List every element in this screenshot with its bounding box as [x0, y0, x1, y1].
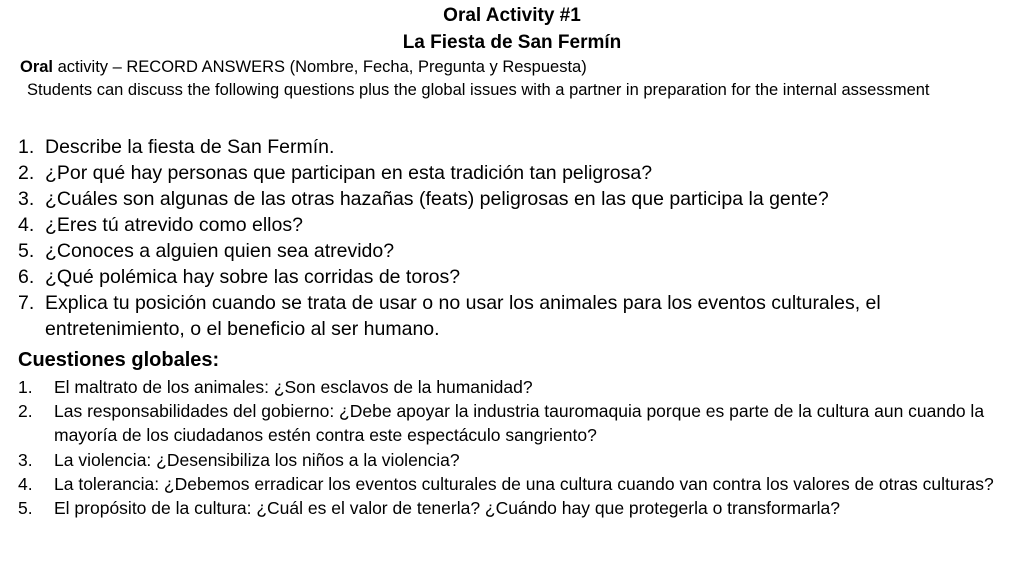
- item-text: La tolerancia: ¿Debemos erradicar los eventos culturales de una cultura cuando van contra los valores de otras culturas?: [54, 473, 994, 494]
- list-item: [18, 134, 1008, 160]
- page-title: Oral Activity #1: [443, 5, 581, 26]
- list-item: [18, 448, 1013, 472]
- item-number: 4.: [18, 473, 33, 494]
- item-text: La violencia: ¿Desensibiliza los niños a la violencia?: [54, 449, 460, 470]
- page-subtitle: La Fiesta de San Fermín: [402, 32, 622, 53]
- list-item: [18, 290, 1008, 342]
- instructions-lead: Oral: [20, 58, 54, 76]
- item-text: El maltrato de los animales: ¿Son esclavos de la humanidad?: [54, 377, 533, 397]
- list-item: [18, 472, 1013, 496]
- item-number: 4.: [18, 214, 35, 236]
- item-number: 3.: [18, 449, 33, 470]
- item-number: 6.: [18, 266, 35, 288]
- item-text: ¿Conoces a alguien quien sea atrevido?: [45, 240, 395, 262]
- questions-list: [18, 134, 1008, 342]
- item-number: 2.: [18, 401, 33, 422]
- item-text: ¿Por qué hay personas que participan en esta tradición tan peligrosa?: [45, 162, 653, 184]
- item-number: 3.: [18, 188, 35, 210]
- item-text: El propósito de la cultura: ¿Cuál es el valor de tenerla? ¿Cuándo hay que protegerla o transformarla?: [54, 498, 840, 519]
- list-item: [18, 264, 1008, 290]
- item-number: 1.: [18, 377, 33, 397]
- item-number: 1.: [18, 136, 35, 158]
- item-text: ¿Eres tú atrevido como ellos?: [45, 214, 303, 236]
- item-number: 5.: [18, 240, 35, 262]
- item-text: Explica tu posición cuando se trata de usar o no usar los animales para los eventos culturales, el entretenimiento, o el beneficio al ser humano.: [45, 292, 881, 340]
- item-number: 2.: [18, 162, 35, 184]
- global-issues-list: [18, 375, 1013, 520]
- list-item: [18, 375, 1013, 399]
- list-item: [18, 186, 1008, 212]
- instructions-text: activity – RECORD ANSWERS (Nombre, Fecha, Pregunta y Respuesta): [53, 58, 587, 76]
- list-item: [18, 238, 1008, 264]
- item-number: 7.: [18, 292, 35, 314]
- item-text: ¿Cuáles son algunas de las otras hazañas (feats) peligrosas en las que participa la gente?: [45, 188, 829, 210]
- item-text: ¿Qué polémica hay sobre las corridas de toros?: [45, 266, 461, 288]
- list-item: [18, 496, 1013, 520]
- list-item: [18, 399, 1013, 447]
- instructions-note: Students can discuss the following questions plus the global issues with a partner in preparation for the internal assessment: [27, 81, 930, 99]
- list-item: [18, 160, 1008, 186]
- section-heading: Cuestiones globales:: [18, 349, 220, 371]
- item-text: Describe la fiesta de San Fermín.: [45, 136, 335, 158]
- item-number: 5.: [18, 498, 33, 519]
- instructions-line: [20, 57, 587, 77]
- item-text: Las responsabilidades del gobierno: ¿Debe apoyar la industria tauromaquia porque es parte de la cultura aun cuando la mayoría de los ciudadanos estén contra este espectáculo sangriento?: [54, 401, 985, 446]
- list-item: [18, 212, 1008, 238]
